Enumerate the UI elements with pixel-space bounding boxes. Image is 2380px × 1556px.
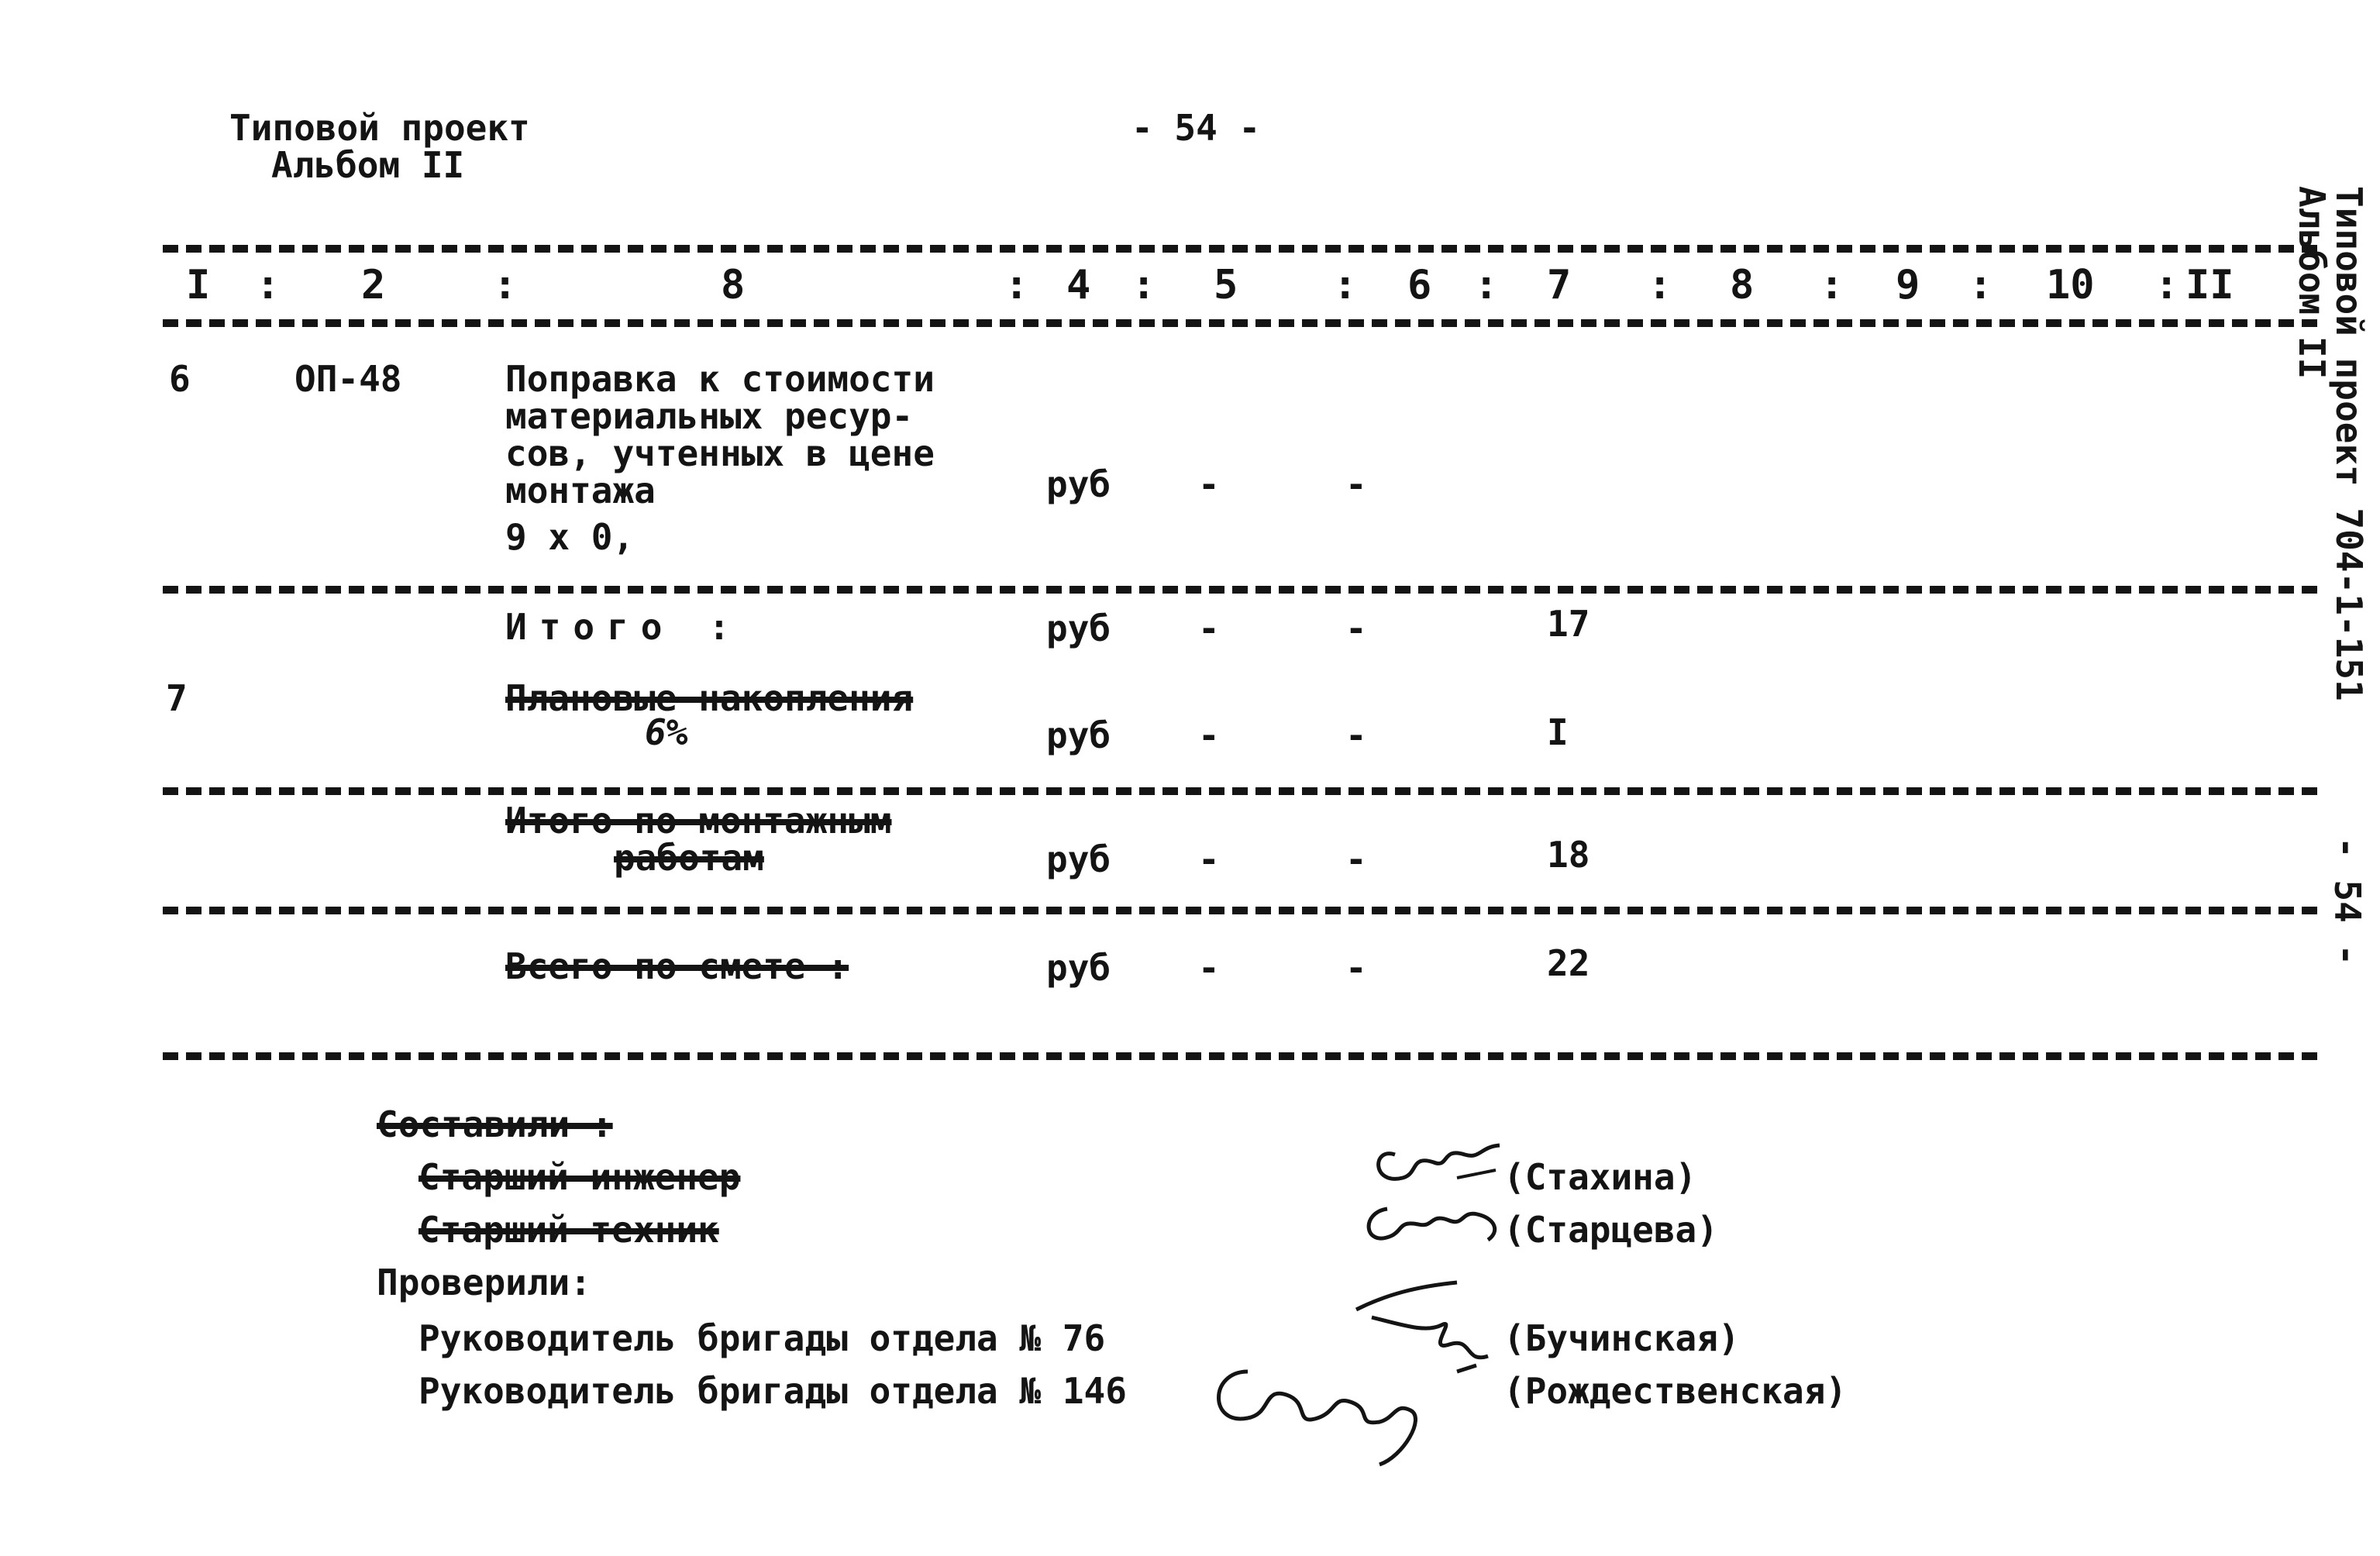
col-header-4: 4 (1066, 262, 1091, 308)
col-header-6: 6 (1407, 262, 1432, 308)
table-bottom-rule (163, 1052, 2317, 1060)
row-col5: - (1198, 838, 1220, 880)
col-sep: : (1820, 262, 1844, 308)
row-unit: руб (1046, 463, 1111, 505)
col-sep: : (2154, 262, 2179, 308)
col-sep: : (1004, 262, 1029, 308)
row-col6: - (1345, 463, 1367, 505)
row-desc-line: сов, учтенных в цене (505, 432, 935, 474)
row-col5: - (1198, 947, 1220, 989)
margin-page-mark-text: - 54 - (2327, 837, 2368, 966)
row-desc-line: Итого по монтажным (505, 800, 892, 842)
row-desc-line: материальных ресур- (505, 395, 914, 437)
signer-role: Старший инженер (418, 1156, 741, 1198)
margin-title-text: Типовой проект 704-1-151 Альбом II (2291, 186, 2370, 701)
col-header-7: 7 (1547, 262, 1572, 308)
col-header-8: 8 (1730, 262, 1755, 308)
col-sep: : (1648, 262, 1672, 308)
signer-name: (Старцева) (1503, 1209, 1718, 1251)
row-desc-line: монтажа (505, 470, 656, 511)
row-rule (163, 586, 2317, 594)
row-unit: руб (1046, 838, 1111, 880)
compiled-label: Составили : (377, 1103, 613, 1145)
signer-role: Старший техник (418, 1209, 719, 1251)
album-title: Альбом II (271, 144, 465, 186)
margin-vertical-title (2275, 186, 2368, 728)
row-col6: - (1345, 838, 1367, 880)
row-desc-line: Поправка к стоимости (505, 358, 935, 400)
row-desc-line: 6% (645, 711, 688, 753)
col-header-3: 8 (721, 262, 746, 308)
row-rule (163, 787, 2317, 795)
col-sep: : (1131, 262, 1156, 308)
row-desc-line: Всего по смете : (505, 945, 849, 987)
signer-role: Руководитель бригады отдела № 76 (418, 1317, 1106, 1359)
col-header-11: II (2185, 262, 2234, 308)
row-col6: - (1345, 714, 1367, 756)
col-sep: : (1968, 262, 1993, 308)
row-unit: руб (1046, 714, 1111, 756)
row-col7: 17 (1547, 603, 1590, 645)
table-header-rule (163, 319, 2317, 327)
row-col5: - (1198, 714, 1220, 756)
col-header-5: 5 (1214, 262, 1238, 308)
row-desc-line: Итого : (505, 606, 742, 648)
col-sep: : (1474, 262, 1499, 308)
row-col7: 22 (1547, 942, 1590, 984)
signer-name: (Рождественская) (1503, 1370, 1848, 1412)
project-title: Типовой проект (229, 107, 530, 149)
margin-page-mark (2325, 837, 2371, 992)
col-sep: : (493, 262, 518, 308)
col-header-10: 10 (2046, 262, 2095, 308)
row-unit: руб (1046, 608, 1111, 649)
row-formula: 9 x 0, (505, 516, 635, 558)
row-desc-line: работам (614, 837, 764, 879)
row-col7: I (1547, 711, 1569, 753)
signature-scribble-4 (1201, 1341, 1496, 1472)
row-code: ОП-48 (294, 358, 402, 400)
signature-scribble-2 (1356, 1193, 1511, 1255)
row-col5: - (1198, 608, 1220, 649)
row-col6: - (1345, 947, 1367, 989)
row-col7: 18 (1547, 834, 1590, 876)
row-number: 6 (169, 358, 191, 400)
row-col5: - (1198, 463, 1220, 505)
row-unit: руб (1046, 947, 1111, 989)
table-top-rule (163, 245, 2317, 253)
col-header-2: 2 (361, 262, 386, 308)
col-header-1: I (186, 262, 211, 308)
page-number: - 54 - (1131, 107, 1261, 149)
signer-role: Руководитель бригады отдела № 146 (418, 1370, 1127, 1412)
col-sep: : (256, 262, 281, 308)
row-desc-line: Плановые накопления (505, 677, 914, 719)
signer-name: (Бучинская) (1503, 1317, 1740, 1359)
row-number: 7 (166, 677, 188, 719)
checked-label: Проверили: (377, 1262, 591, 1303)
col-header-9: 9 (1896, 262, 1920, 308)
signer-name: (Стахина) (1503, 1156, 1697, 1198)
signature-scribble-1 (1364, 1131, 1511, 1201)
row-rule (163, 907, 2317, 914)
col-sep: : (1333, 262, 1358, 308)
row-col6: - (1345, 608, 1367, 649)
